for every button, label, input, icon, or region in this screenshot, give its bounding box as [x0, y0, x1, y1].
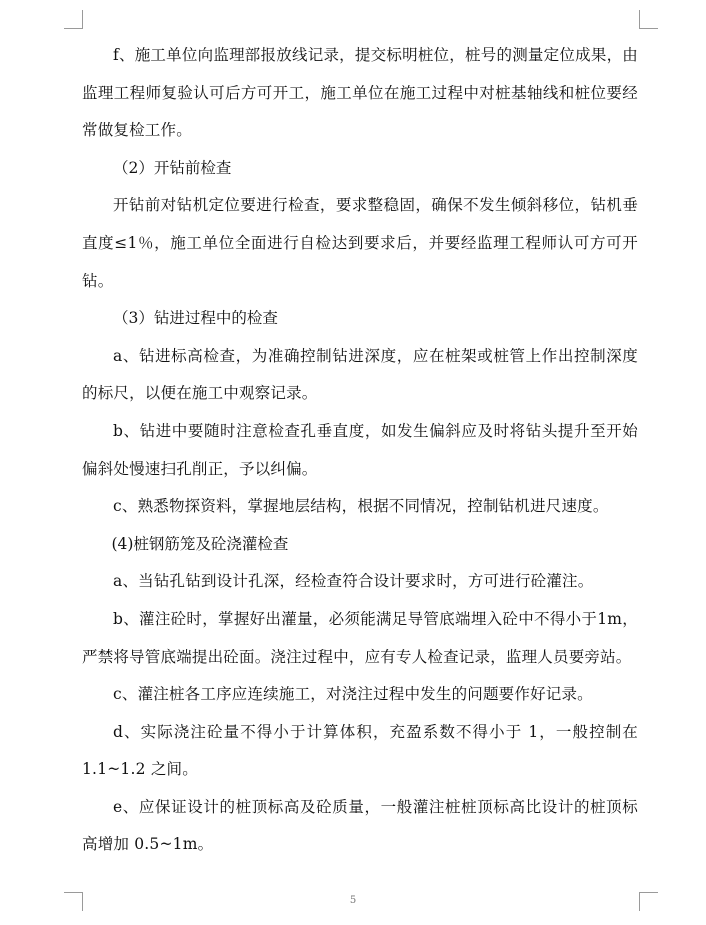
crop-mark-top-right	[639, 10, 658, 29]
para-b-pouring: b、灌注砼时，掌握好出灌量，必须能满足导管底端埋入砼中不得小于1m，严禁将导管底端提出砼面。浇注过程中，应有专人检查记录，监理人员要旁站。	[82, 609, 638, 666]
para-e-pile-top: e、应保证设计的桩顶标高及砼质量，一般灌注桩桩顶标高比设计的桩顶标高增加 0.5~1m。	[82, 797, 638, 854]
heading-cage-concrete-check: (4)桩钢筋笼及砼浇灌检查	[111, 534, 289, 553]
para-a-hole-depth: a、当钻孔钻到设计孔深，经检查符合设计要求时，方可进行砼灌注。	[113, 572, 594, 591]
document-body	[82, 37, 638, 864]
para-f-layout-record: f、施工单位向监理部报放线记录，提交标明桩位，桩号的测量定位成果，由监理工程师复验认可后方可开工，施工单位在施工过程中对桩基轴线和桩位要经常做复检工作。	[82, 46, 638, 140]
para-b-verticality-check: b、钻进中要随时注意检查孔垂直度，如发生偏斜应及时将钻头提升至开始偏斜处慢速扫孔削正，予以纠偏。	[82, 421, 638, 478]
para-c-geology: c、熟悉物探资料，掌握地层结构，根据不同情况，控制钻机进尺速度。	[113, 497, 609, 516]
para-pre-drilling-check: 开钻前对钻机定位要进行检查，要求整稳固，确保不发生倾斜移位，钻机垂直度≤1％，施工单位全面进行自检达到要求后，并要经监理工程师认可方可开钻。	[82, 196, 638, 290]
para-c-continuous: c、灌注桩各工序应连续施工，对浇注过程中发生的问题要作好记录。	[113, 685, 593, 704]
heading-drilling-process-check: （3）钻进过程中的检查	[113, 309, 278, 328]
para-d-volume: d、实际浇注砼量不得小于计算体积，充盈系数不得小于 1，一般控制在1.1~1.2 之间。	[82, 722, 638, 779]
crop-mark-top-left	[64, 10, 83, 29]
page-number: 5	[349, 895, 357, 906]
para-a-elevation-check: a、钻进标高检查，为准确控制钻进深度，应在桩架或桩管上作出控制深度的标尺，以便在施工中观察记录。	[82, 346, 638, 403]
heading-pre-drilling-check: （2）开钻前检查	[113, 158, 232, 177]
